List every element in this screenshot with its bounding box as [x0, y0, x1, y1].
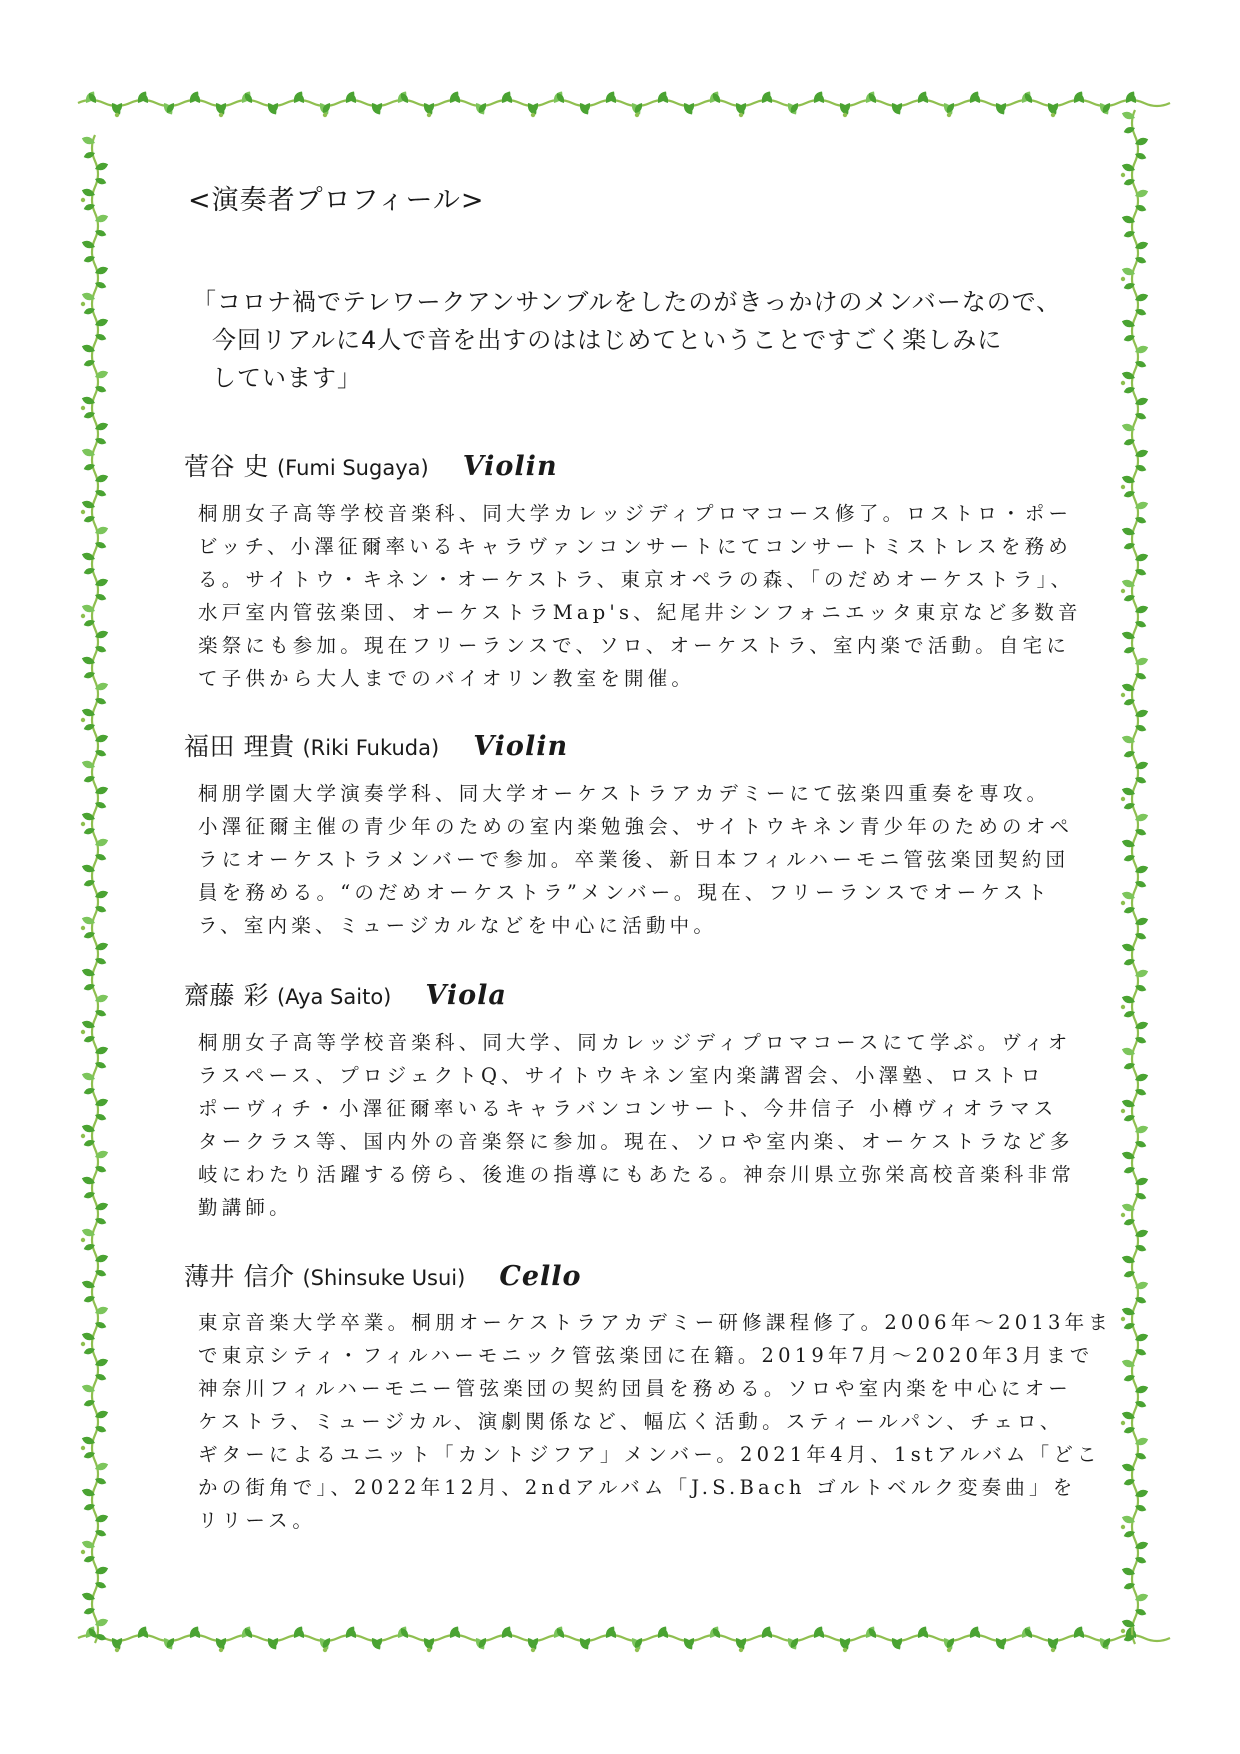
quote-line: 今回リアルに4人で音を出すのははじめてということですごく楽しみに: [212, 326, 1003, 354]
performer-name: 齋藤 彩: [184, 981, 269, 1010]
bio-line: て子供から大人までのバイオリン教室を開催。: [198, 667, 696, 690]
performer-romanized-name: (Shinsuke Usui): [302, 1266, 466, 1290]
bio-line: る。サイトウ・キネン・オーケストラ、東京オペラの森、「のだめオーケストラ」、: [198, 568, 1075, 591]
performer-bio: [198, 1026, 1075, 1224]
bio-line: ラスペース、プロジェクトQ、サイトウキネン室内楽講習会、小澤塾、ロストロ: [198, 1064, 1045, 1087]
bio-line: 員を務める。“のだめオーケストラ”メンバー。現在、フリーランスでオーケスト: [198, 881, 1051, 904]
bio-line: 神奈川フィルハーモニー管弦楽団の契約団員を務める。ソロや室内楽を中心にオー: [198, 1377, 1072, 1400]
page-heading: <演奏者プロフィール>: [188, 185, 485, 216]
bio-line: 楽祭にも参加。現在フリーランスで、ソロ、オーケストラ、室内楽で活動。自宅に: [198, 634, 1071, 657]
quote-line: 「コロナ禍でテレワークアンサンブルをしたのがきっかけのメンバーなので、: [192, 288, 1062, 316]
bio-line: 桐朋学園大学演奏学科、同大学オーケストラアカデミーにて弦楽四重奏を専攻。: [198, 782, 1051, 805]
bio-line: タークラス等、国内外の音楽祭に参加。現在、ソロや室内楽、オーケストラなど多: [198, 1130, 1074, 1153]
bio-line: リリース。: [198, 1509, 317, 1532]
performer-instrument: Cello: [499, 1261, 582, 1292]
performer-romanized-name: (Aya Saito): [276, 985, 392, 1009]
bio-line: ラにオーケストラメンバーで参加。卒業後、新日本フィルハーモニ管弦楽団契約団: [198, 848, 1070, 871]
bio-line: で東京シティ・フィルハーモニック管弦楽団に在籍。2019年7月～2020年3月まで: [198, 1344, 1094, 1367]
bio-line: ラ、室内楽、ミュージカルなどを中心に活動中。: [198, 914, 718, 937]
performer-name: 福田 理貴: [184, 732, 295, 761]
performer-instrument: Viola: [425, 980, 507, 1011]
bio-line: ギターによるユニット「カントジフア」メンバー。2021年4月、1stアルバム「どこ: [198, 1443, 1101, 1466]
bio-line: ポーヴィチ・小澤征爾率いるキャラバンコンサート、今井信子 小樽ヴィオラマス: [198, 1097, 1058, 1120]
performer-name-line: [184, 976, 507, 1012]
bio-line: 水戸室内管弦楽団、オーケストラMap's、紀尾井シンフォニエッタ東京など多数音: [198, 601, 1082, 624]
bio-line: 勤講師。: [198, 1196, 293, 1219]
quote-line: しています」: [212, 364, 362, 392]
performer-name: 菅谷 史: [184, 452, 269, 481]
performer-instrument: Violin: [462, 451, 558, 482]
bio-line: 桐朋女子高等学校音楽科、同大学、同カレッジディプロマコースにて学ぶ。ヴィオ: [198, 1031, 1072, 1054]
ensemble-quote: [192, 283, 1092, 397]
bio-line: 岐にわたり活躍する傍ら、後進の指導にもあたる。神奈川県立弥栄高校音楽科非常: [198, 1163, 1075, 1186]
performer-romanized-name: (Fumi Sugaya): [276, 456, 429, 480]
performer-bio: [198, 777, 1074, 942]
bio-line: 小澤征爾主催の青少年のための室内楽勉強会、サイトウキネン青少年のためのオペ: [198, 815, 1074, 838]
performer-name: 薄井 信介: [184, 1262, 295, 1291]
performer-name-line: [184, 1257, 582, 1293]
performer-name-line: [184, 447, 558, 483]
performer-name-line: [184, 727, 568, 763]
performer-bio: [198, 497, 1082, 695]
bio-line: 桐朋女子高等学校音楽科、同大学カレッジディプロマコース修了。ロストロ・ポー: [198, 502, 1073, 525]
performer-bio: [198, 1306, 1112, 1537]
bio-line: 東京音楽大学卒業。桐朋オーケストラアカデミー研修課程修了。2006年～2013年ま: [198, 1311, 1112, 1334]
bio-line: ケストラ、ミュージカル、演劇関係など、幅広く活動。スティールパン、チェロ、: [198, 1410, 1064, 1433]
performer-instrument: Violin: [473, 731, 569, 762]
bio-line: ビッチ、小澤征爾率いるキャラヴァンコンサートにてコンサートミストレスを務め: [198, 535, 1072, 558]
bio-line: かの街角で」、2022年12月、2ndアルバム「J.S.Bach ゴルトベルク変奏曲」を: [198, 1476, 1077, 1499]
performer-romanized-name: (Riki Fukuda): [302, 736, 440, 760]
